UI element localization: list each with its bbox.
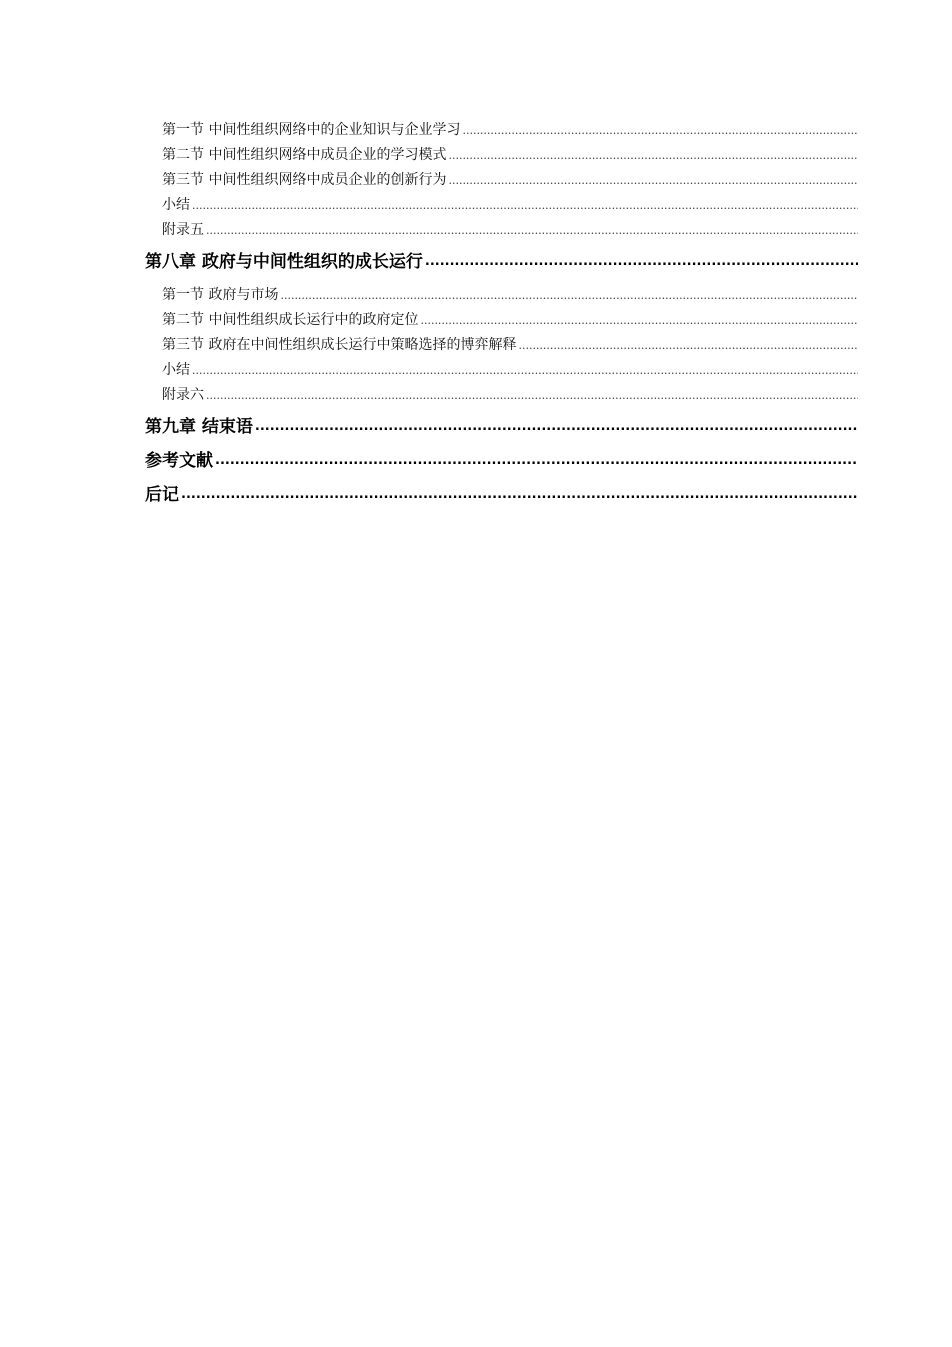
dot-leader [215,444,858,478]
toc-entry-title: 第二节 中间性组织成长运行中的政府定位 [162,312,419,328]
dot-leader [255,410,858,444]
toc-entry-summary[interactable] [145,358,858,383]
toc-entry-title: 附录五 [162,222,204,238]
toc-entry-postscript[interactable] [145,478,858,512]
toc-entry-summary[interactable] [145,193,858,218]
toc-entry-appendix-6[interactable] [145,383,858,408]
toc-entry-title: 附录六 [162,387,204,403]
dot-leader [206,383,858,408]
toc-entry-chapter-8[interactable] [145,245,858,279]
toc-entry-section-3[interactable] [145,333,858,358]
dot-leader [462,118,858,143]
toc-entry-title: 第一节 中间性组织网络中的企业知识与企业学习 [162,122,461,138]
toc-entry-section-2[interactable] [145,308,858,333]
toc-entry-chapter-9[interactable] [145,410,858,444]
toc-entry-title: 小结 [162,362,190,378]
toc-chapter-title: 第九章 结束语 [145,417,253,437]
toc-entry-section-1[interactable] [145,283,858,308]
toc-chapter-title: 第八章 政府与中间性组织的成长运行 [145,252,423,272]
toc-entry-section-2[interactable] [145,143,858,168]
dot-leader [206,218,858,243]
toc-entry-appendix-5[interactable] [145,218,858,243]
toc-entry-title: 第一节 政府与市场 [162,287,279,303]
table-of-contents [145,118,858,512]
toc-entry-title: 小结 [162,197,190,213]
dot-leader [181,478,858,512]
toc-entry-references[interactable] [145,444,858,478]
dot-leader [518,333,858,358]
dot-leader [192,193,858,218]
toc-entry-title: 第三节 政府在中间性组织成长运行中策略选择的博弈解释 [162,337,517,353]
toc-chapter-title: 后记 [145,485,179,505]
toc-entry-title: 第三节 中间性组织网络中成员企业的创新行为 [162,172,447,188]
dot-leader [448,143,858,168]
dot-leader [280,283,858,308]
dot-leader [420,308,858,333]
dot-leader [192,358,858,383]
toc-entry-title: 第二节 中间性组织网络中成员企业的学习模式 [162,147,447,163]
dot-leader [425,245,858,279]
toc-entry-section-1[interactable] [145,118,858,143]
dot-leader [448,168,858,193]
toc-chapter-title: 参考文献 [145,451,213,471]
toc-entry-section-3[interactable] [145,168,858,193]
